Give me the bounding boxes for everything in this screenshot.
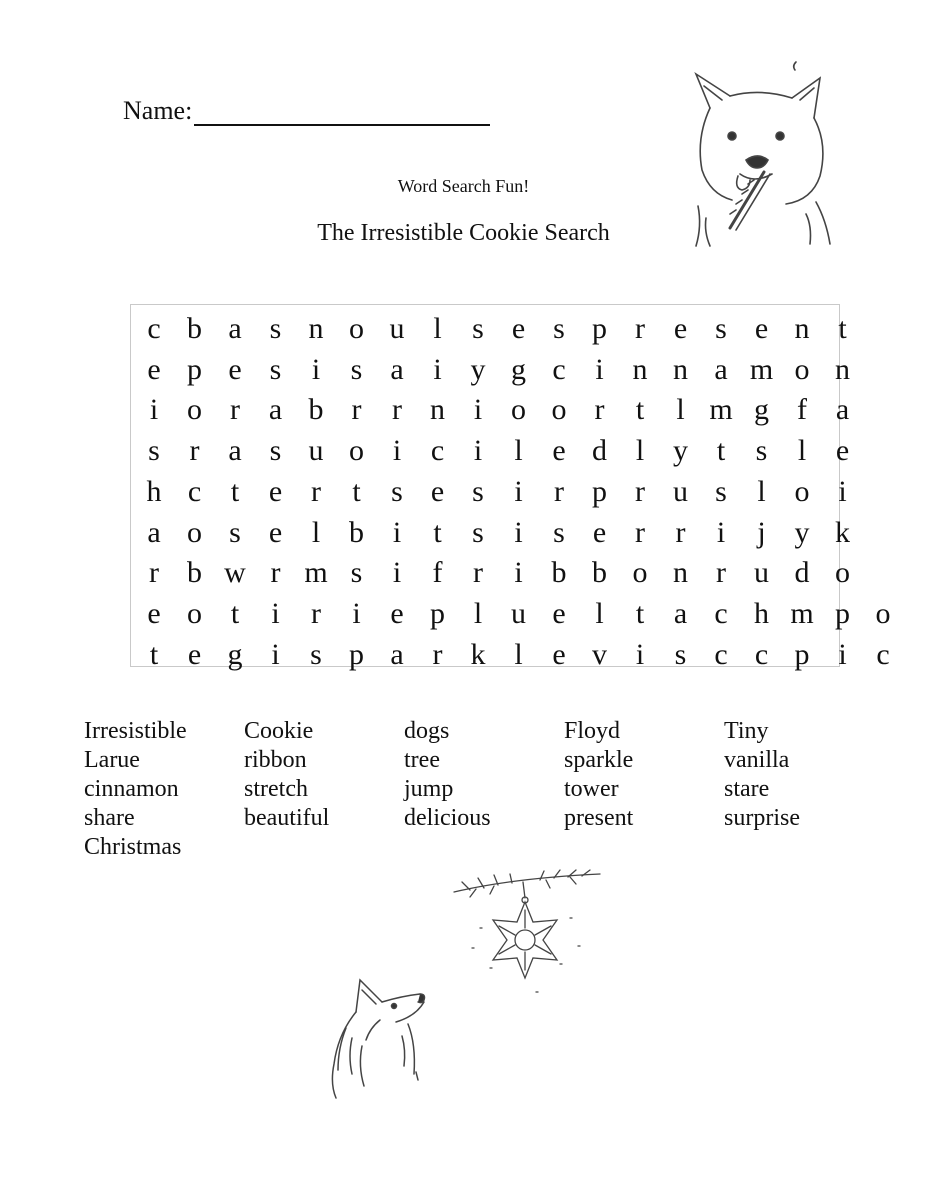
grid-letter: o xyxy=(187,393,202,427)
grid-letter: o xyxy=(511,393,526,427)
grid-letter: m xyxy=(790,596,814,630)
grid-letter: a xyxy=(390,637,404,671)
grid-letter: p xyxy=(592,312,607,345)
grid-letter: g xyxy=(754,393,769,427)
grid-letter: h xyxy=(754,596,769,630)
grid-letter: r xyxy=(311,474,321,508)
word-list-item: Larue xyxy=(84,747,140,773)
grid-letter: m xyxy=(709,393,733,427)
grid-letter: n xyxy=(794,312,810,345)
grid-letter: l xyxy=(514,434,523,468)
grid-letter: a xyxy=(228,434,242,468)
grid-letter: r xyxy=(392,393,402,427)
grid-letter: i xyxy=(716,515,726,549)
grid-letter: c xyxy=(714,596,728,630)
grid-letter: s xyxy=(269,352,282,386)
grid-letter: i xyxy=(311,352,321,386)
grid-letter: r xyxy=(189,434,200,468)
grid-letter: r xyxy=(635,515,645,549)
word-list-item: tower xyxy=(564,776,619,802)
grid-letter: t xyxy=(230,474,240,508)
corgi-looking-up-icon xyxy=(322,976,434,1100)
grid-letter: t xyxy=(149,637,159,671)
grid-letter: c xyxy=(187,474,202,508)
grid-letter: e xyxy=(673,312,688,345)
word-list-item: Christmas xyxy=(84,834,182,860)
grid-letter: e xyxy=(187,637,202,671)
grid-letter: o xyxy=(349,434,364,468)
grid-letter: i xyxy=(514,515,523,549)
grid-letter: i xyxy=(271,637,280,671)
grid-letter: o xyxy=(794,352,810,386)
grid-letter: s xyxy=(553,312,565,345)
grid-letter: s xyxy=(269,434,282,468)
grid-letter: s xyxy=(472,515,484,549)
grid-row xyxy=(131,350,850,390)
grid-letter: u xyxy=(511,596,526,630)
word-list-item: jump xyxy=(404,776,454,802)
grid-letter: o xyxy=(632,556,648,590)
grid-letter: o xyxy=(187,596,202,630)
grid-letter: a xyxy=(390,352,404,386)
grid-letter: i xyxy=(433,352,442,386)
grid-letter: l xyxy=(514,637,523,671)
grid-letter: r xyxy=(432,637,443,671)
word-list-item: cinnamon xyxy=(84,776,179,802)
grid-letter: a xyxy=(147,515,161,549)
grid-letter: i xyxy=(838,637,847,671)
grid-letter: a xyxy=(268,393,283,427)
grid-letter: p xyxy=(349,637,364,671)
grid-letter: r xyxy=(594,393,605,427)
grid-letter: n xyxy=(308,312,324,345)
word-list-item: Floyd xyxy=(564,718,621,744)
grid-letter: j xyxy=(757,515,766,549)
grid-letter: r xyxy=(635,474,645,508)
grid-letter: d xyxy=(794,556,810,590)
grid-letter: l xyxy=(635,434,645,468)
grid-letter: i xyxy=(352,596,361,630)
word-list-item: tree xyxy=(404,747,440,773)
grid-letter: c xyxy=(754,637,769,671)
grid-letter: e xyxy=(592,515,607,549)
grid-letter: i xyxy=(514,556,523,590)
grid-letter: i xyxy=(473,393,483,427)
grid-letter: r xyxy=(473,556,483,590)
grid-letter: r xyxy=(635,312,645,345)
grid-letter: t xyxy=(230,596,240,630)
word-list-item: share xyxy=(84,805,135,831)
grid-letter: f xyxy=(432,556,443,590)
grid-letter: l xyxy=(595,596,604,630)
grid-letter: s xyxy=(391,474,403,508)
grid-letter: c xyxy=(552,352,566,386)
grid-letter: l xyxy=(797,434,807,468)
grid-letter: u xyxy=(389,312,405,345)
grid-letter: e xyxy=(552,596,566,630)
grid-letter: a xyxy=(673,596,688,630)
grid-row xyxy=(131,513,850,553)
word-list xyxy=(84,717,884,867)
grid-letter: o xyxy=(187,515,202,549)
grid-letter: i xyxy=(392,556,402,590)
grid-letter: b xyxy=(592,556,607,590)
grid-row xyxy=(131,390,850,430)
grid-letter: s xyxy=(350,556,363,590)
grid-letter: s xyxy=(472,312,484,345)
grid-letter: s xyxy=(148,434,160,468)
grid-letter: i xyxy=(392,515,402,549)
grid-letter: r xyxy=(270,556,281,590)
word-search-grid xyxy=(130,304,891,671)
grid-letter: s xyxy=(269,312,282,345)
grid-letter: h xyxy=(146,474,162,508)
word-list-item: stretch xyxy=(244,776,308,802)
word-list-item: Cookie xyxy=(244,718,314,744)
grid-letter: e xyxy=(228,352,242,386)
grid-letter: i xyxy=(514,474,523,508)
grid-letter: n xyxy=(835,352,850,386)
grid-letter: y xyxy=(794,515,810,549)
grid-letter: k xyxy=(470,637,486,671)
grid-letter: i xyxy=(838,474,847,508)
grid-letter: c xyxy=(876,637,890,671)
grid-letter: n xyxy=(430,393,445,427)
grid-letter: e xyxy=(147,352,161,386)
grid-letter: f xyxy=(797,393,807,427)
grid-letter: s xyxy=(755,434,768,468)
grid-letter: v xyxy=(592,637,607,671)
grid-letter: s xyxy=(674,637,687,671)
grid-letter: t xyxy=(635,596,645,630)
grid-row xyxy=(131,472,847,512)
grid-letter: r xyxy=(716,556,726,590)
grid-letter: t xyxy=(635,393,645,427)
grid-letter: o xyxy=(349,312,364,345)
grid-letter: g xyxy=(227,637,243,671)
grid-letter: g xyxy=(511,352,526,386)
word-list-item: dogs xyxy=(404,718,450,744)
grid-letter: e xyxy=(835,434,850,468)
grid-letter: p xyxy=(430,596,445,630)
grid-letter: m xyxy=(749,352,774,386)
snowflake-cookie-ornament-icon xyxy=(450,868,605,998)
grid-letter: d xyxy=(592,434,607,468)
grid-letter: r xyxy=(675,515,686,549)
grid-row xyxy=(131,431,850,471)
grid-letter: b xyxy=(187,556,202,590)
grid-letter: s xyxy=(310,637,322,671)
word-list-item: sparkle xyxy=(564,747,634,773)
grid-letter: u xyxy=(308,434,324,468)
grid-row xyxy=(131,594,891,634)
grid-letter: r xyxy=(230,393,240,427)
word-list-item: Tiny xyxy=(724,718,769,744)
grid-letter: a xyxy=(228,312,242,345)
grid-letter: n xyxy=(673,556,688,590)
grid-row xyxy=(131,635,890,675)
page-title: The Irresistible Cookie Search xyxy=(317,220,610,246)
grid-letter: s xyxy=(553,515,565,549)
grid-letter: o xyxy=(875,596,891,630)
word-list-item: stare xyxy=(724,776,770,802)
grid-letter: l xyxy=(311,515,321,549)
grid-letter: p xyxy=(794,637,810,671)
grid-letter: p xyxy=(187,352,202,386)
grid-letter: e xyxy=(268,515,283,549)
grid-letter: p xyxy=(592,474,607,508)
grid-letter: r xyxy=(149,556,159,590)
grid-row xyxy=(131,309,847,349)
grid-letter: i xyxy=(149,393,159,427)
grid-letter: n xyxy=(673,352,688,386)
grid-letter: e xyxy=(147,596,161,630)
word-list-item: surprise xyxy=(724,805,800,831)
grid-letter: l xyxy=(757,474,766,508)
grid-letter: m xyxy=(304,556,328,590)
grid-letter: e xyxy=(754,312,769,345)
grid-letter: b xyxy=(187,312,202,345)
grid-letter: t xyxy=(838,312,847,345)
grid-letter: a xyxy=(714,352,728,386)
grid-letter: t xyxy=(716,434,726,468)
grid-letter: b xyxy=(308,393,324,427)
grid-letter: s xyxy=(715,474,727,508)
name-field xyxy=(123,96,490,126)
grid-letter: o xyxy=(794,474,810,508)
grid-letter: s xyxy=(715,312,727,345)
corgi-with-candy-cane-icon xyxy=(684,56,844,252)
grid-letter: c xyxy=(430,434,445,468)
subtitle: Word Search Fun! xyxy=(397,176,530,196)
grid-letter: k xyxy=(835,515,850,549)
grid-letter: b xyxy=(349,515,364,549)
word-list-item: beautiful xyxy=(244,805,330,831)
grid-letter: u xyxy=(754,556,769,590)
grid-letter: e xyxy=(430,474,445,508)
grid-letter: t xyxy=(352,474,361,508)
grid-letter: r xyxy=(554,474,564,508)
grid-letter: s xyxy=(350,352,363,386)
grid-letter: y xyxy=(470,352,486,386)
grid-letter: o xyxy=(835,556,850,590)
grid-letter: e xyxy=(268,474,283,508)
grid-letter: r xyxy=(311,596,321,630)
grid-letter: e xyxy=(511,312,526,345)
grid-letter: a xyxy=(835,393,850,427)
grid-letter: i xyxy=(473,434,483,468)
grid-letter: y xyxy=(673,434,688,468)
grid-letter: n xyxy=(632,352,648,386)
grid-letter: s xyxy=(472,474,484,508)
grid-letter: r xyxy=(351,393,362,427)
grid-letter: i xyxy=(392,434,402,468)
grid-letter: w xyxy=(224,556,246,590)
grid-letter: b xyxy=(551,556,567,590)
grid-letter: l xyxy=(473,596,483,630)
name-blank-line xyxy=(194,102,490,126)
grid-letter: e xyxy=(552,434,566,468)
grid-letter: c xyxy=(714,637,728,671)
grid-letter: t xyxy=(433,515,442,549)
grid-letter: c xyxy=(147,312,161,345)
word-list-item: Irresistible xyxy=(84,718,187,744)
grid-row xyxy=(131,553,850,593)
grid-letter: u xyxy=(673,474,688,508)
grid-letter: i xyxy=(271,596,280,630)
grid-letter: s xyxy=(229,515,241,549)
name-label: Name: xyxy=(123,96,193,125)
word-list-item: ribbon xyxy=(244,747,307,773)
grid-letter: e xyxy=(390,596,404,630)
grid-letter: o xyxy=(551,393,567,427)
grid-letter: i xyxy=(635,637,645,671)
word-list-item: delicious xyxy=(404,805,491,831)
grid-letter: i xyxy=(595,352,604,386)
grid-letter: l xyxy=(676,393,685,427)
word-list-item: vanilla xyxy=(724,747,790,773)
word-list-item: present xyxy=(564,805,634,831)
grid-letter: p xyxy=(835,596,850,630)
grid-letter: l xyxy=(433,312,442,345)
grid-letter: e xyxy=(552,637,566,671)
